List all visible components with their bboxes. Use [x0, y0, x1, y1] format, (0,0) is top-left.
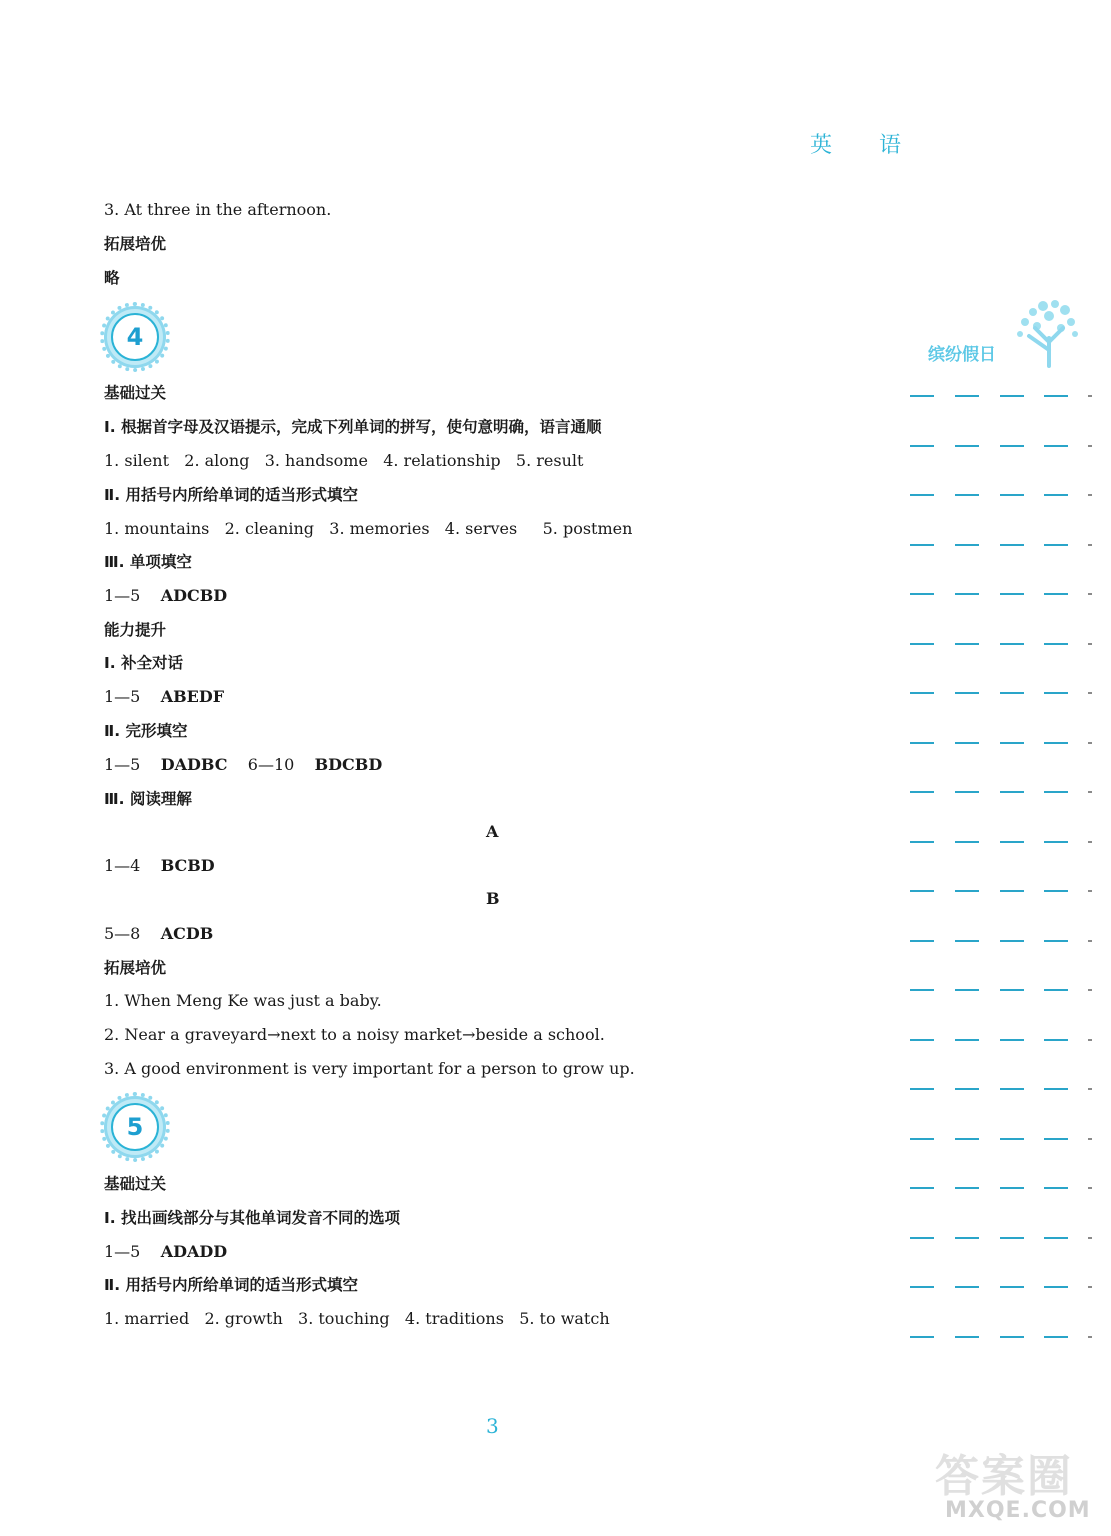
note-dash	[1088, 593, 1092, 595]
note-dash	[1000, 395, 1024, 397]
note-dash	[1088, 692, 1092, 694]
section-heading: 基础过关	[104, 384, 167, 402]
note-dash	[1044, 791, 1068, 793]
note-dash	[1000, 1187, 1024, 1189]
note-dash	[910, 1138, 934, 1140]
note-dash	[1000, 989, 1024, 991]
note-line	[910, 875, 1100, 925]
note-dash	[910, 1286, 934, 1288]
answer-range: 6—10	[247, 755, 295, 774]
note-line	[910, 1172, 1100, 1222]
question-heading: Ⅱ. 完形填空	[104, 722, 188, 740]
watermark-text: 答案圈	[935, 1451, 1073, 1502]
note-dash	[1044, 593, 1068, 595]
note-dash	[955, 1039, 979, 1041]
note-dash	[1088, 1286, 1092, 1288]
page-number: 3	[486, 1414, 499, 1438]
unit-badge-5	[104, 1096, 166, 1158]
note-dash	[910, 1088, 934, 1090]
note-line	[910, 578, 1100, 628]
answer-key: BCBD	[160, 856, 215, 875]
note-dash	[955, 989, 979, 991]
note-dash	[955, 890, 979, 892]
note-dash	[1088, 989, 1092, 991]
note-dash	[955, 445, 979, 447]
note-line	[910, 529, 1100, 579]
note-dash	[1088, 742, 1092, 744]
watermark	[935, 1440, 1105, 1530]
note-dash	[1044, 544, 1068, 546]
watermark-url: MXQE.COM	[945, 1498, 1091, 1523]
note-dash	[910, 494, 934, 496]
question-heading: Ⅰ. 找出画线部分与其他单词发音不同的选项	[104, 1209, 401, 1227]
note-dash	[1044, 1039, 1068, 1041]
notes-column	[910, 380, 1100, 1370]
note-line	[910, 1123, 1100, 1173]
note-dash	[1000, 1088, 1024, 1090]
note-dash	[1000, 791, 1024, 793]
answer-line: 1. silent 2. along 3. handsome 4. relationship 5. result	[104, 451, 584, 470]
answer-key: BDCBD	[314, 755, 383, 774]
note-dash	[1000, 445, 1024, 447]
section-heading: 能力提升	[104, 621, 167, 639]
answer-line: 1. married 2. growth 3. touching 4. traditions 5. to watch	[104, 1309, 610, 1328]
note-line	[910, 925, 1100, 975]
note-dash	[1044, 1187, 1068, 1189]
answer-line: 3. A good environment is very important for a person to grow up.	[104, 1059, 635, 1078]
subject-title: 英 语	[810, 133, 921, 158]
section-heading: 拓展培优	[104, 959, 167, 977]
note-dash	[955, 1088, 979, 1090]
note-dash	[1000, 890, 1024, 892]
answer-line	[104, 754, 382, 776]
note-dash	[1088, 544, 1092, 546]
note-dash	[910, 841, 934, 843]
note-dash	[910, 643, 934, 645]
note-dash	[910, 791, 934, 793]
note-dash	[1000, 544, 1024, 546]
note-dash	[1044, 1237, 1068, 1239]
note-dash	[955, 544, 979, 546]
passage-label: A	[486, 822, 499, 841]
answer-key: DADBC	[160, 755, 228, 774]
note-dash	[1088, 494, 1092, 496]
note-dash	[910, 1237, 934, 1239]
note-dash	[1044, 643, 1068, 645]
note-dash	[1088, 1039, 1092, 1041]
note-line	[910, 479, 1100, 529]
note-dash	[1044, 1138, 1068, 1140]
note-dash	[1000, 643, 1024, 645]
note-dash	[1088, 1138, 1092, 1140]
answer-line	[104, 923, 213, 945]
note-dash	[1088, 1237, 1092, 1239]
note-dash	[1088, 1088, 1092, 1090]
note-dash	[1000, 1039, 1024, 1041]
note-dash	[910, 1187, 934, 1189]
note-dash	[910, 544, 934, 546]
note-dash	[955, 940, 979, 942]
answer-line: 1. When Meng Ke was just a baby.	[104, 991, 382, 1010]
answer-line: 3. At three in the afternoon.	[104, 200, 332, 219]
passage-label: B	[486, 889, 500, 908]
note-dash	[955, 791, 979, 793]
note-dash	[1044, 841, 1068, 843]
note-dash	[1088, 841, 1092, 843]
holiday-logo	[925, 298, 1085, 368]
note-dash	[1000, 1286, 1024, 1288]
answer-range: 1—5	[104, 687, 141, 706]
note-line	[910, 1321, 1100, 1371]
note-dash	[1088, 395, 1092, 397]
answer-range: 5—8	[104, 924, 141, 943]
answer-line	[104, 585, 227, 607]
note-dash	[955, 692, 979, 694]
note-dash	[1044, 692, 1068, 694]
note-line	[910, 727, 1100, 777]
note-dash	[910, 593, 934, 595]
unit-number: 5	[111, 1103, 159, 1151]
note-dash	[1044, 445, 1068, 447]
answer-range: 1—5	[104, 586, 141, 605]
answer-key: ABEDF	[160, 687, 225, 706]
question-heading: Ⅰ. 补全对话	[104, 654, 184, 672]
note-dash	[910, 445, 934, 447]
note-dash	[955, 593, 979, 595]
note-dash	[1000, 1237, 1024, 1239]
note-dash	[955, 742, 979, 744]
answer-line	[104, 686, 224, 708]
note-dash	[910, 692, 934, 694]
note-line	[910, 430, 1100, 480]
note-dash	[910, 940, 934, 942]
note-dash	[1000, 940, 1024, 942]
answer-range: 1—5	[104, 1242, 141, 1261]
note-dash	[1088, 791, 1092, 793]
note-dash	[1044, 940, 1068, 942]
note-dash	[955, 1237, 979, 1239]
note-dash	[955, 1286, 979, 1288]
note-dash	[910, 1039, 934, 1041]
note-line	[910, 826, 1100, 876]
note-dash	[1088, 643, 1092, 645]
note-line	[910, 677, 1100, 727]
note-dash	[910, 1336, 934, 1338]
answer-line	[104, 855, 215, 877]
note-line	[910, 1073, 1100, 1123]
note-dash	[1000, 1138, 1024, 1140]
note-dash	[1000, 593, 1024, 595]
answer-line: 略	[104, 269, 120, 287]
note-dash	[1000, 494, 1024, 496]
note-dash	[1088, 445, 1092, 447]
question-heading: Ⅲ. 阅读理解	[104, 790, 192, 808]
note-dash	[1044, 1088, 1068, 1090]
note-dash	[955, 1336, 979, 1338]
note-dash	[910, 395, 934, 397]
answer-line: 1. mountains 2. cleaning 3. memories 4. serves 5. postmen	[104, 519, 633, 538]
note-dash	[1088, 1336, 1092, 1338]
note-dash	[1000, 841, 1024, 843]
note-dash	[1000, 1336, 1024, 1338]
note-dash	[1044, 989, 1068, 991]
note-dash	[955, 395, 979, 397]
section-heading: 拓展培优	[104, 235, 167, 253]
note-dash	[910, 989, 934, 991]
note-line	[910, 776, 1100, 826]
section-heading: 基础过关	[104, 1175, 167, 1193]
answer-range: 1—4	[104, 856, 141, 875]
note-dash	[910, 742, 934, 744]
answer-line	[104, 1241, 227, 1263]
unit-badge-4	[104, 306, 166, 368]
note-dash	[955, 494, 979, 496]
note-dash	[1044, 395, 1068, 397]
note-dash	[1088, 940, 1092, 942]
note-line	[910, 1271, 1100, 1321]
note-line	[910, 1222, 1100, 1272]
note-dash	[1044, 494, 1068, 496]
question-heading: Ⅲ. 单项填空	[104, 553, 192, 571]
note-dash	[955, 643, 979, 645]
answer-line: 2. Near a graveyard→next to a noisy market→beside a school.	[104, 1025, 605, 1044]
answer-key: ADCBD	[160, 586, 228, 605]
question-heading: Ⅱ. 用括号内所给单词的适当形式填空	[104, 1276, 358, 1294]
note-dash	[1000, 742, 1024, 744]
note-line	[910, 1024, 1100, 1074]
note-dash	[1088, 890, 1092, 892]
unit-number: 4	[111, 313, 159, 361]
note-line	[910, 380, 1100, 430]
note-dash	[955, 1138, 979, 1140]
note-line	[910, 628, 1100, 678]
note-dash	[1044, 890, 1068, 892]
note-dash	[1044, 742, 1068, 744]
note-dash	[1044, 1336, 1068, 1338]
note-dash	[910, 890, 934, 892]
question-heading: Ⅱ. 用括号内所给单词的适当形式填空	[104, 486, 358, 504]
note-dash	[1044, 1286, 1068, 1288]
note-dash	[1088, 1187, 1092, 1189]
answer-key: ACDB	[160, 924, 214, 943]
note-dash	[1000, 692, 1024, 694]
logo-text: 缤纷假日	[928, 345, 996, 365]
note-dash	[955, 841, 979, 843]
answer-range: 1—5	[104, 755, 141, 774]
note-line	[910, 974, 1100, 1024]
answer-key: ADADD	[160, 1242, 228, 1261]
question-heading: Ⅰ. 根据首字母及汉语提示，完成下列单词的拼写，使句意明确，语言通顺	[104, 418, 602, 436]
note-dash	[955, 1187, 979, 1189]
